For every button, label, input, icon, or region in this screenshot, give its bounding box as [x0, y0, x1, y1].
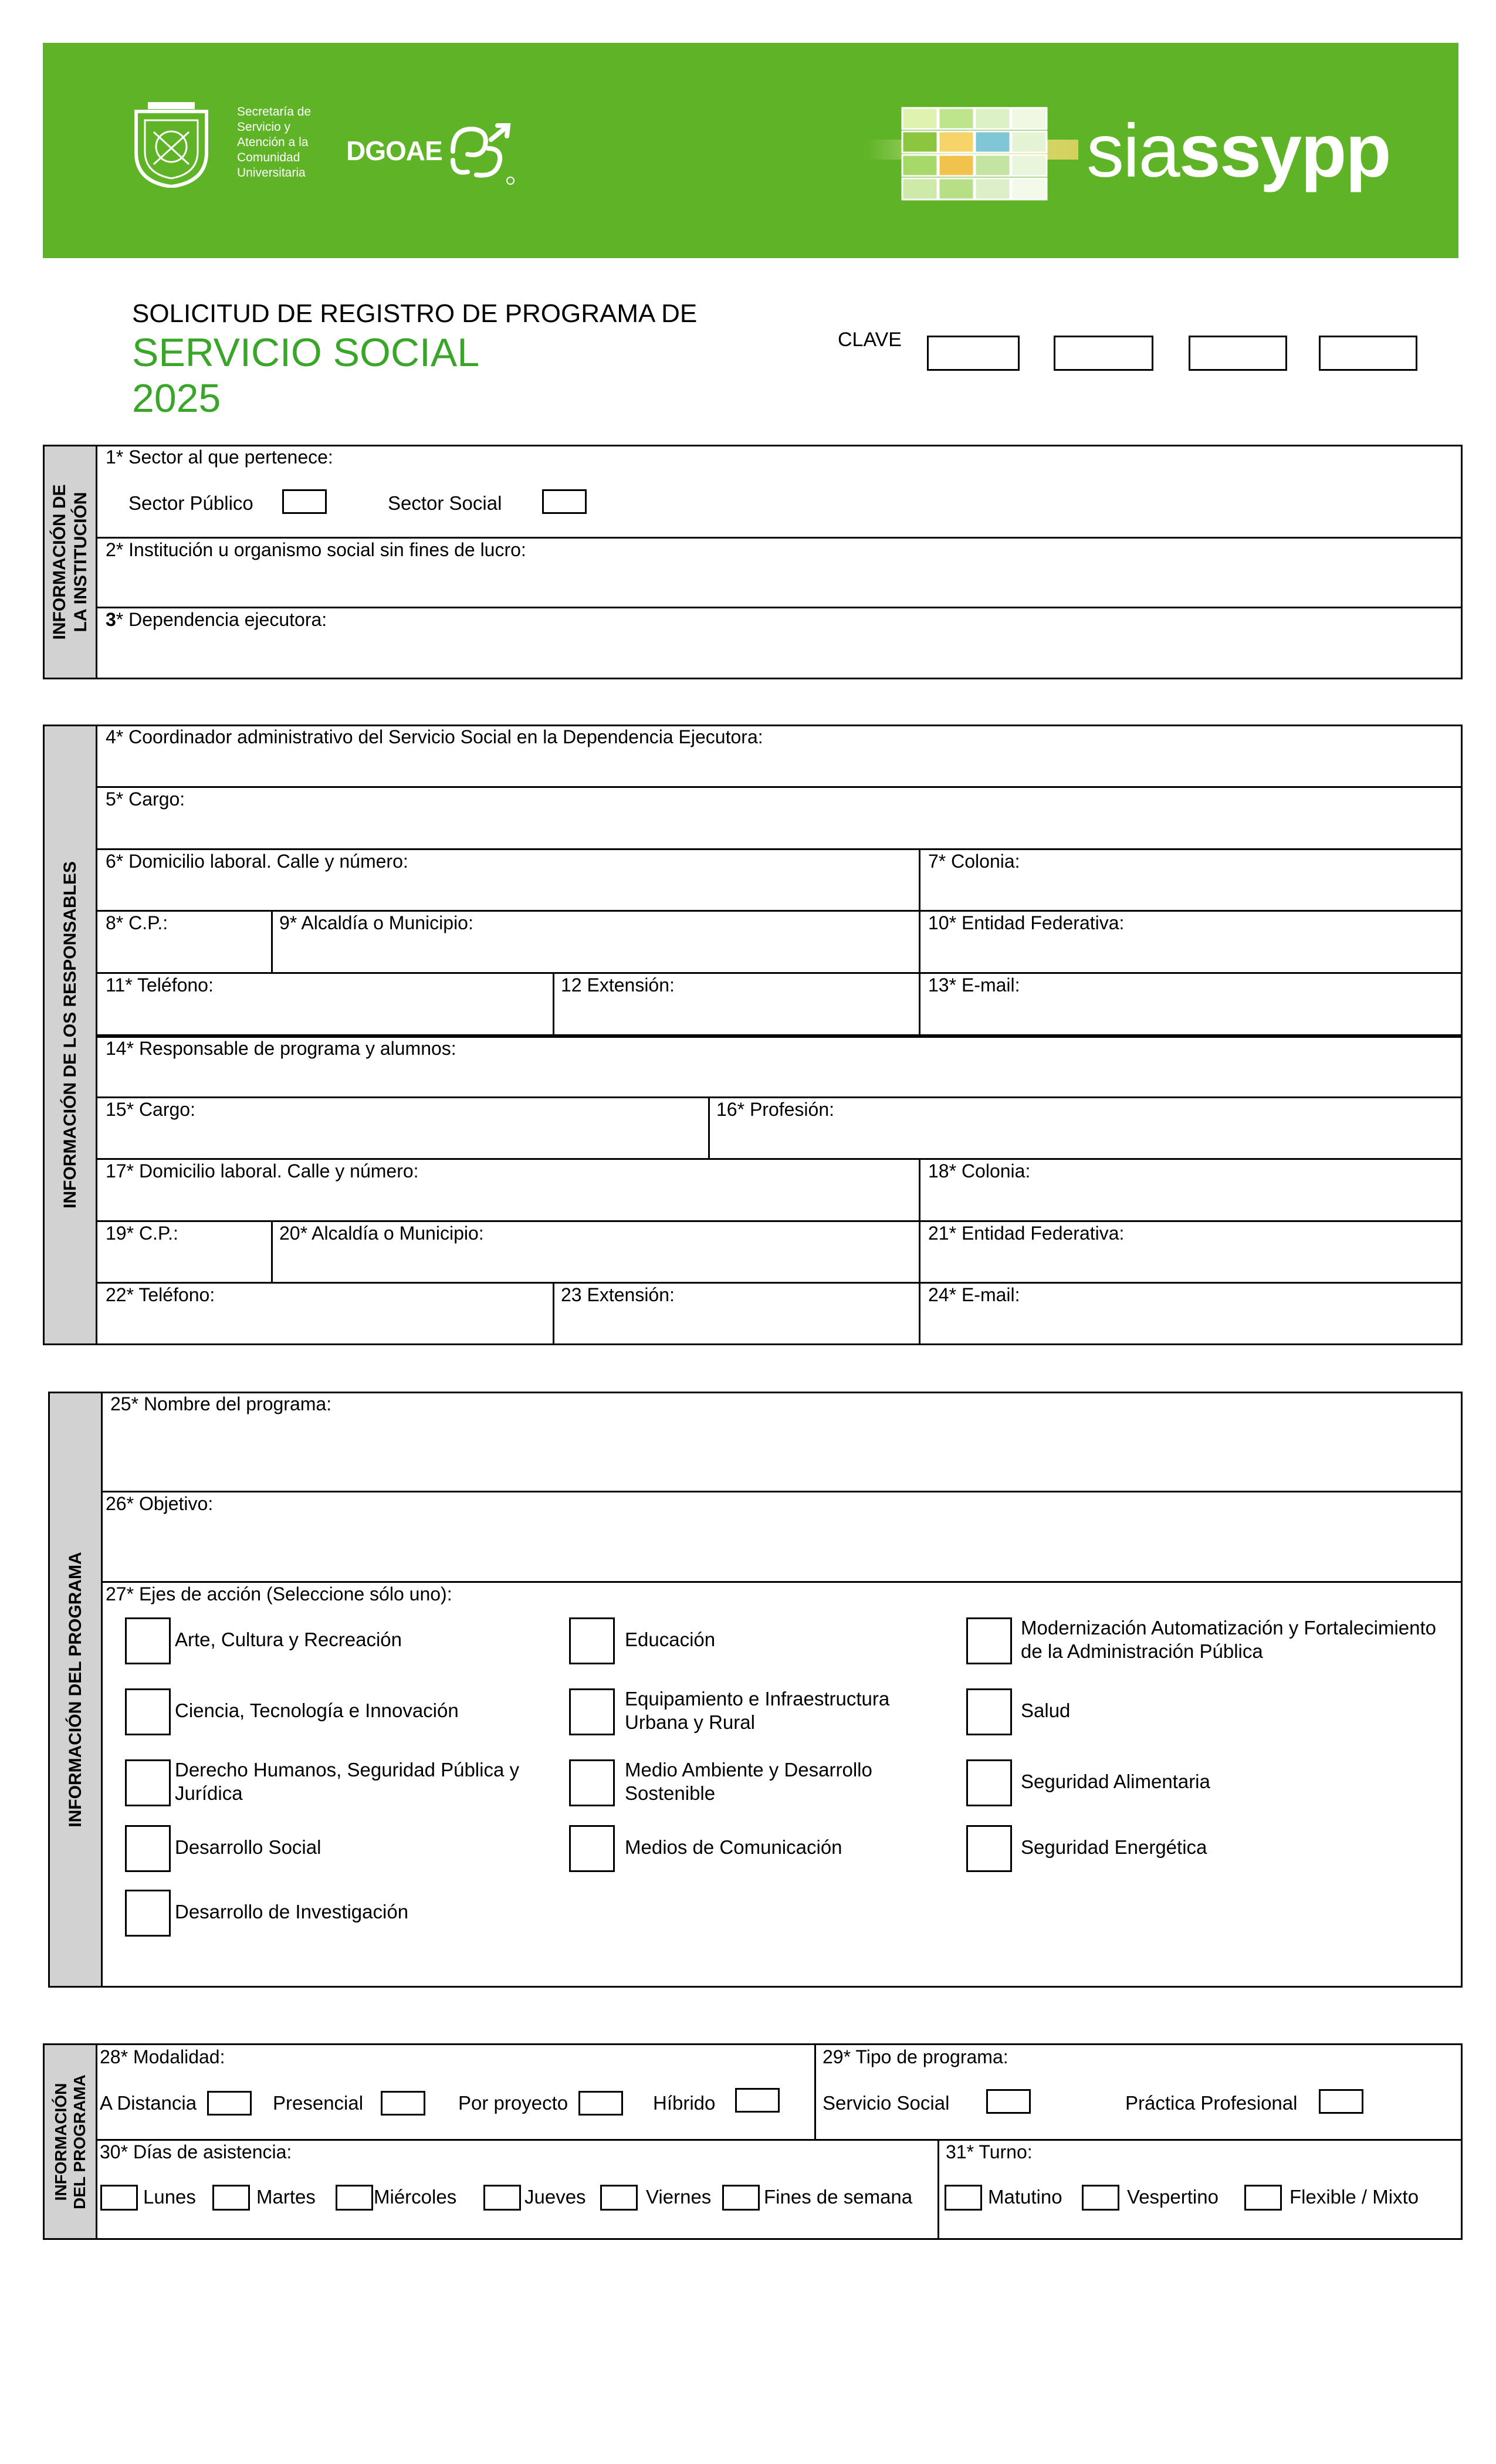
sector-publico-label: Sector Público — [128, 492, 253, 514]
tipo-option-label: Servicio Social — [823, 2092, 950, 2114]
field-6-label: 6* Domicilio laboral. Calle y número: — [106, 851, 408, 872]
section-modalidad-side — [45, 2045, 97, 2238]
section-responsables-side — [45, 726, 97, 1343]
tipo-checkbox[interactable] — [986, 2089, 1031, 2114]
divider — [937, 2139, 939, 2238]
field-11-label: 11* Teléfono: — [106, 974, 214, 996]
eje-label: Medio Ambiente y Desarrollo Sostenible — [625, 1759, 872, 1804]
eje-label: Ciencia, Tecnología e Innovación — [175, 1700, 459, 1721]
field-8-label: 8* C.P.: — [106, 912, 168, 933]
field-24-label: 24* E-mail: — [928, 1284, 1020, 1305]
dia-checkbox[interactable] — [100, 2185, 138, 2211]
dia-checkbox[interactable] — [722, 2185, 760, 2211]
tipo-checkbox[interactable] — [1319, 2089, 1363, 2114]
clave-box-2[interactable] — [1054, 336, 1153, 371]
objetivo-input[interactable] — [104, 1518, 1460, 1580]
field-19-label: 19* C.P.: — [106, 1223, 178, 1244]
divider — [271, 910, 273, 972]
nombre-programa-input[interactable] — [104, 1420, 1460, 1490]
divider — [97, 537, 1461, 539]
eje-checkbox[interactable] — [569, 1617, 615, 1664]
dgoae-knot-icon — [441, 116, 517, 187]
field-13-label: 13* E-mail: — [928, 974, 1020, 996]
field-22-label: 22* Teléfono: — [106, 1284, 215, 1305]
form-title-line2: SERVICIO SOCIAL — [132, 330, 480, 375]
field-21-label: 21* Entidad Federativa: — [928, 1223, 1125, 1244]
section-responsables-label: INFORMACIÓN DE LOS RESPONSABLES — [60, 861, 80, 1209]
eje-label: Arte, Cultura y Recreación — [175, 1629, 402, 1650]
modalidad-checkbox[interactable] — [381, 2091, 425, 2116]
eje-label: Seguridad Energética — [1021, 1836, 1207, 1858]
eje-checkbox[interactable] — [125, 1825, 171, 1872]
dia-label: Viernes — [646, 2186, 712, 2208]
section-modalidad — [43, 2043, 1463, 2240]
field-31-label: 31* Turno: — [946, 2141, 1033, 2162]
field-25-label: 25* Nombre del programa: — [110, 1393, 332, 1414]
modalidad-option-label: Por proyecto — [458, 2092, 568, 2114]
siassypp-mosaic-logo — [867, 103, 1078, 203]
field-23-label: 23 Extensión: — [561, 1284, 675, 1305]
modalidad-option-label: A Distancia — [100, 2092, 197, 2114]
clave-label: CLAVE — [838, 329, 902, 351]
sector-social-checkbox[interactable] — [542, 489, 587, 514]
field-2-label: 2* Institución u organismo social sin fines de lucro: — [106, 539, 526, 560]
section-programa-label: INFORMACIÓN DEL PROGRAMA — [65, 1552, 85, 1827]
divider — [97, 607, 1461, 608]
divider — [97, 786, 1461, 788]
eje-checkbox[interactable] — [966, 1688, 1012, 1735]
turno-checkbox[interactable] — [1244, 2185, 1282, 2211]
divider — [103, 1581, 1461, 1583]
divider — [553, 1282, 554, 1343]
dia-checkbox[interactable] — [600, 2185, 638, 2211]
section-institucion-side — [45, 446, 97, 678]
field-27-label: 27* Ejes de acción (Seleccione sólo uno): — [106, 1583, 452, 1605]
dia-checkbox[interactable] — [212, 2185, 250, 2211]
divider — [271, 1220, 273, 1282]
divider — [97, 1096, 1461, 1098]
modalidad-option-label: Presencial — [273, 2092, 364, 2114]
divider — [919, 848, 920, 1034]
divider — [97, 1220, 1461, 1222]
field-10-label: 10* Entidad Federativa: — [928, 912, 1125, 933]
field-5-label: 5* Cargo: — [106, 788, 185, 810]
eje-label: Modernización Automatización y Fortalecimiento de la Administración Pública — [1021, 1617, 1437, 1662]
field-30-label: 30* Días de asistencia: — [100, 2141, 292, 2162]
field-4-label: 4* Coordinador administrativo del Servicio Social en la Dependencia Ejecutora: — [106, 726, 763, 747]
field-16-label: 16* Profesión: — [716, 1099, 835, 1120]
modalidad-checkbox[interactable] — [735, 2088, 780, 2113]
unam-dependency-text: Secretaría de Servicio y Atención a la Comunidad Universitaria — [237, 105, 312, 180]
institucion-input[interactable] — [99, 564, 1460, 605]
section-modalidad-label: INFORMACIÓN DEL PROGRAMA — [51, 2074, 89, 2209]
siassypp-wordmark: siassypp — [1087, 109, 1390, 193]
divider — [919, 1158, 920, 1343]
eje-label: Salud — [1021, 1700, 1071, 1721]
section-institucion-label: INFORMACIÓN DE LA INSTITUCIÓN — [49, 484, 90, 640]
eje-checkbox[interactable] — [125, 1759, 171, 1806]
dia-label: Lunes — [143, 2186, 196, 2208]
section-institucion — [43, 445, 1463, 679]
field-14-label: 14* Responsable de programa y alumnos: — [106, 1038, 456, 1059]
field-1-label: 1* Sector al que pertenece: — [106, 446, 333, 468]
sector-publico-checkbox[interactable] — [282, 489, 327, 514]
eje-checkbox[interactable] — [569, 1688, 615, 1735]
turno-checkbox[interactable] — [1082, 2185, 1119, 2211]
section-responsables — [43, 725, 1463, 1345]
clave-box-1[interactable] — [927, 336, 1020, 371]
modalidad-checkbox[interactable] — [207, 2091, 252, 2116]
divider — [103, 1491, 1461, 1492]
eje-checkbox[interactable] — [966, 1617, 1012, 1664]
field-20-label: 20* Alcaldía o Municipio: — [279, 1223, 484, 1244]
form-title-year: 2025 — [132, 376, 221, 421]
section-programa — [48, 1392, 1463, 1988]
eje-checkbox[interactable] — [125, 1688, 171, 1735]
eje-label: Seguridad Alimentaria — [1021, 1771, 1210, 1792]
eje-checkbox[interactable] — [125, 1890, 171, 1937]
turno-checkbox[interactable] — [945, 2185, 982, 2211]
field-18-label: 18* Colonia: — [928, 1160, 1031, 1182]
eje-checkbox[interactable] — [569, 1759, 615, 1806]
field-29-label: 29* Tipo de programa: — [823, 2046, 1008, 2067]
sector-social-label: Sector Social — [388, 492, 502, 514]
eje-checkbox[interactable] — [966, 1759, 1012, 1806]
field-15-label: 15* Cargo: — [106, 1099, 195, 1120]
unam-seal-logo — [130, 100, 212, 188]
section-programa-side — [50, 1393, 103, 1986]
dia-label: Fines de semana — [764, 2186, 913, 2208]
divider — [97, 910, 1461, 912]
dia-label: Martes — [256, 2186, 316, 2208]
form-title-line1: SOLICITUD DE REGISTRO DE PROGRAMA DE — [132, 299, 698, 328]
dia-checkbox[interactable] — [483, 2185, 521, 2211]
field-7-label: 7* Colonia: — [928, 851, 1020, 872]
eje-checkbox[interactable] — [125, 1617, 171, 1664]
clave-box-3[interactable] — [1189, 336, 1287, 371]
turno-label: Vespertino — [1127, 2186, 1219, 2208]
field-12-label: 12 Extensión: — [561, 974, 675, 996]
field-26-label: 26* Objetivo: — [106, 1493, 214, 1514]
dgoae-logo-text: DGOAE — [346, 136, 442, 166]
tipo-option-label: Práctica Profesional — [1125, 2092, 1298, 2114]
eje-label: Desarrollo Social — [175, 1836, 321, 1858]
eje-label: Derecho Humanos, Seguridad Pública y Jurídica — [175, 1759, 519, 1804]
turno-label: Matutino — [988, 2186, 1062, 2208]
eje-checkbox[interactable] — [966, 1825, 1012, 1872]
divider — [97, 1158, 1461, 1160]
dia-label: Jueves — [524, 2186, 586, 2208]
eje-label: Equipamiento e Infraestructura Urbana y Rural — [625, 1688, 890, 1733]
eje-label: Medios de Comunicación — [625, 1836, 842, 1858]
dia-checkbox[interactable] — [336, 2185, 373, 2211]
modalidad-checkbox[interactable] — [578, 2091, 623, 2116]
clave-box-4[interactable] — [1319, 336, 1417, 371]
divider — [97, 2139, 1461, 2141]
field-3-label: 3* Dependencia ejecutora: — [106, 609, 327, 630]
divider — [97, 1282, 1461, 1284]
field-9-label: 9* Alcaldía o Municipio: — [279, 912, 473, 933]
divider — [708, 1096, 710, 1158]
eje-label: Desarrollo de Investigación — [175, 1901, 409, 1923]
dia-label: Miércoles — [374, 2186, 457, 2208]
eje-checkbox[interactable] — [569, 1825, 615, 1872]
dependencia-input[interactable] — [99, 634, 1460, 675]
eje-label: Educación — [625, 1629, 716, 1650]
modalidad-option-label: Híbrido — [653, 2092, 716, 2114]
turno-label: Flexible / Mixto — [1289, 2186, 1419, 2208]
divider — [97, 848, 1461, 850]
field-28-label: 28* Modalidad: — [100, 2046, 225, 2067]
divider — [553, 972, 554, 1034]
field-17-label: 17* Domicilio laboral. Calle y número: — [106, 1160, 419, 1182]
divider — [97, 972, 1461, 974]
divider — [814, 2045, 816, 2139]
